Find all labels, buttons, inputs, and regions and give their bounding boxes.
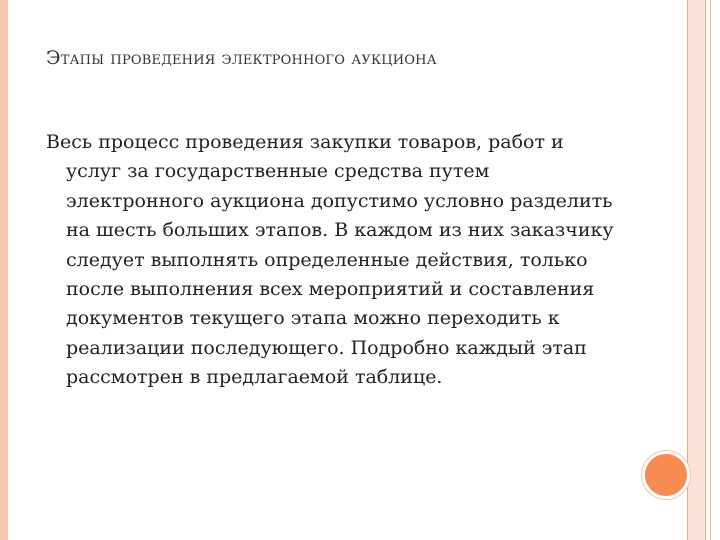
slide-title: Этапы проведения электронного аукциона bbox=[46, 47, 437, 69]
slide-body-text: Весь процесс проведения закупки товаров, работ и услуг за государственные средства путем электронного аукциона допустимо условно разделить на шесть больших этапов. В каждом из них заказчику следует выполнять определенные действия, только после выполнения всех мероприятий и составления документов текущего этапа можно переходить к реализации последующего. Подробно каждый этап рассмотрен в предлагаемой таблице. bbox=[46, 131, 614, 389]
right-decorative-line bbox=[705, 0, 706, 540]
right-decorative-band bbox=[687, 0, 706, 540]
right-decorative-line bbox=[710, 0, 711, 540]
decorative-circle bbox=[642, 451, 690, 499]
right-decorative-line bbox=[687, 0, 688, 540]
left-decorative-bar bbox=[0, 0, 8, 540]
